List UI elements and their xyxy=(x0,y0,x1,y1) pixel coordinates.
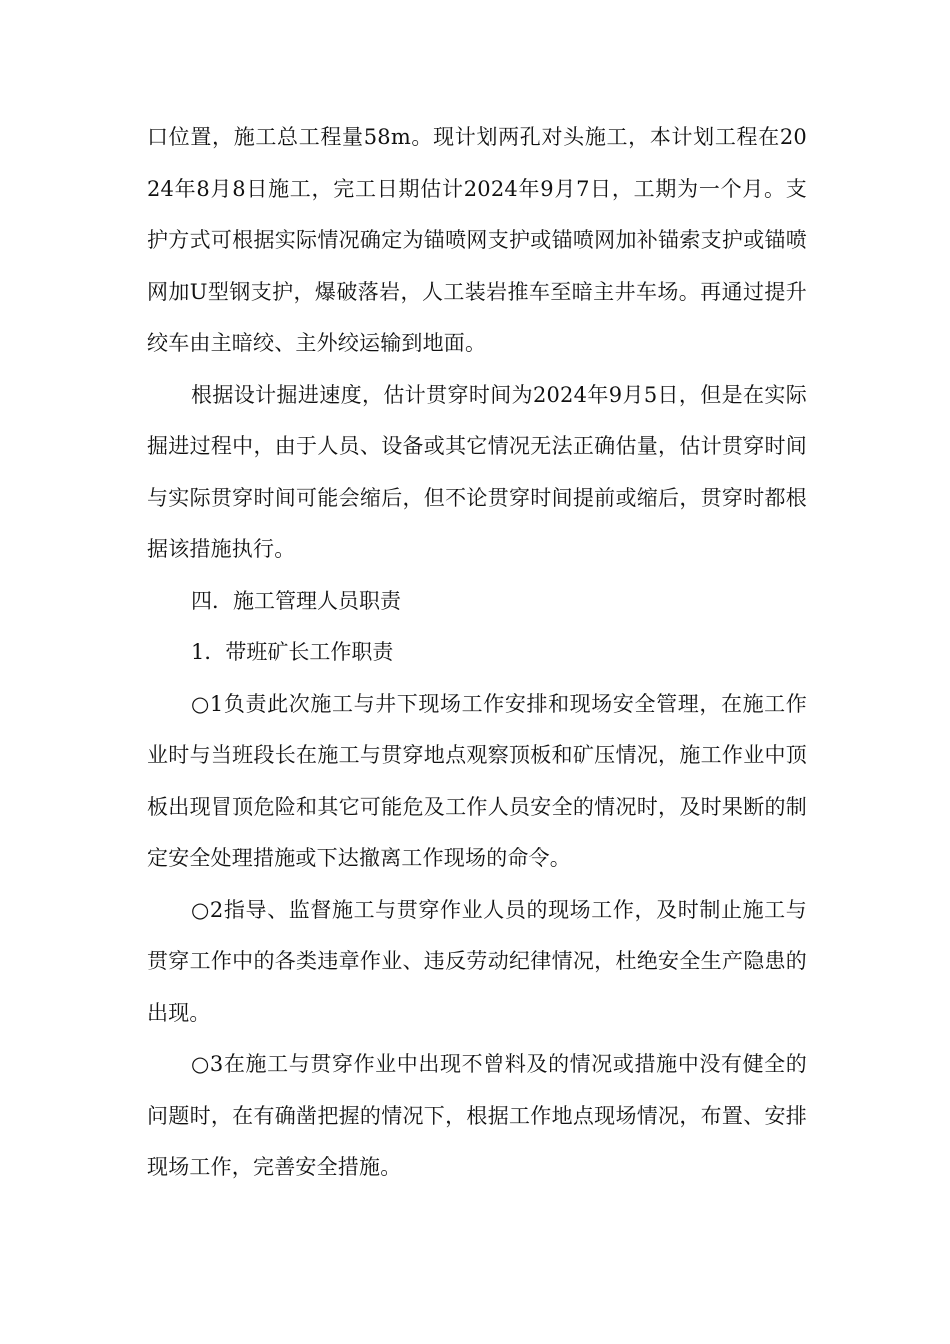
subsection-heading: 1．带班矿长工作职责 xyxy=(191,640,394,664)
section-heading: 四．施工管理人员职责 xyxy=(191,588,401,613)
paragraph-construction-plan: 口位置，施工总工程量58m。现计划两孔对头施工，本计划工程在2024年8月8日施工，完工日期估计2024年9月7日，工期为一个月。支护方式可根据实际情况确定为锚喷网支护或锚喷网加补锚索支护或锚喷网加U型钢支护，爆破落岩，人工装岩推车至暗主井车场。再通过提升绞车由主暗绞、主外绞运输到地面。 xyxy=(147,125,807,355)
document-page xyxy=(147,112,807,1194)
paragraph-breakthrough-time: 根据设计掘进速度，估计贯穿时间为2024年9月5日，但是在实际掘进过程中，由于人员、设备或其它情况无法正确估量，估计贯穿时间与实际贯穿时间可能会缩后，但不论贯穿时间提前或缩后，贯穿时都根据该措施执行。 xyxy=(147,382,807,561)
duty-item-2: ○2指导、监督施工与贯穿作业人员的现场工作，及时制止施工与贯穿工作中的各类违章作业、违反劳动纪律情况，杜绝安全生产隐患的出现。 xyxy=(147,897,807,1025)
duty-item-1: ○1负责此次施工与井下现场工作安排和现场安全管理，在施工作业时与当班段长在施工与贯穿地点观察顶板和矿压情况，施工作业中顶板出现冒顶危险和其它可能危及工作人员安全的情况时，及时果断的制定安全处理措施或下达撤离工作现场的命令。 xyxy=(147,691,807,870)
duty-item-3: ○3在施工与贯穿作业中出现不曾料及的情况或措施中没有健全的问题时，在有确凿把握的情况下，根据工作地点现场情况，布置、安排现场工作，完善安全措施。 xyxy=(147,1052,807,1179)
